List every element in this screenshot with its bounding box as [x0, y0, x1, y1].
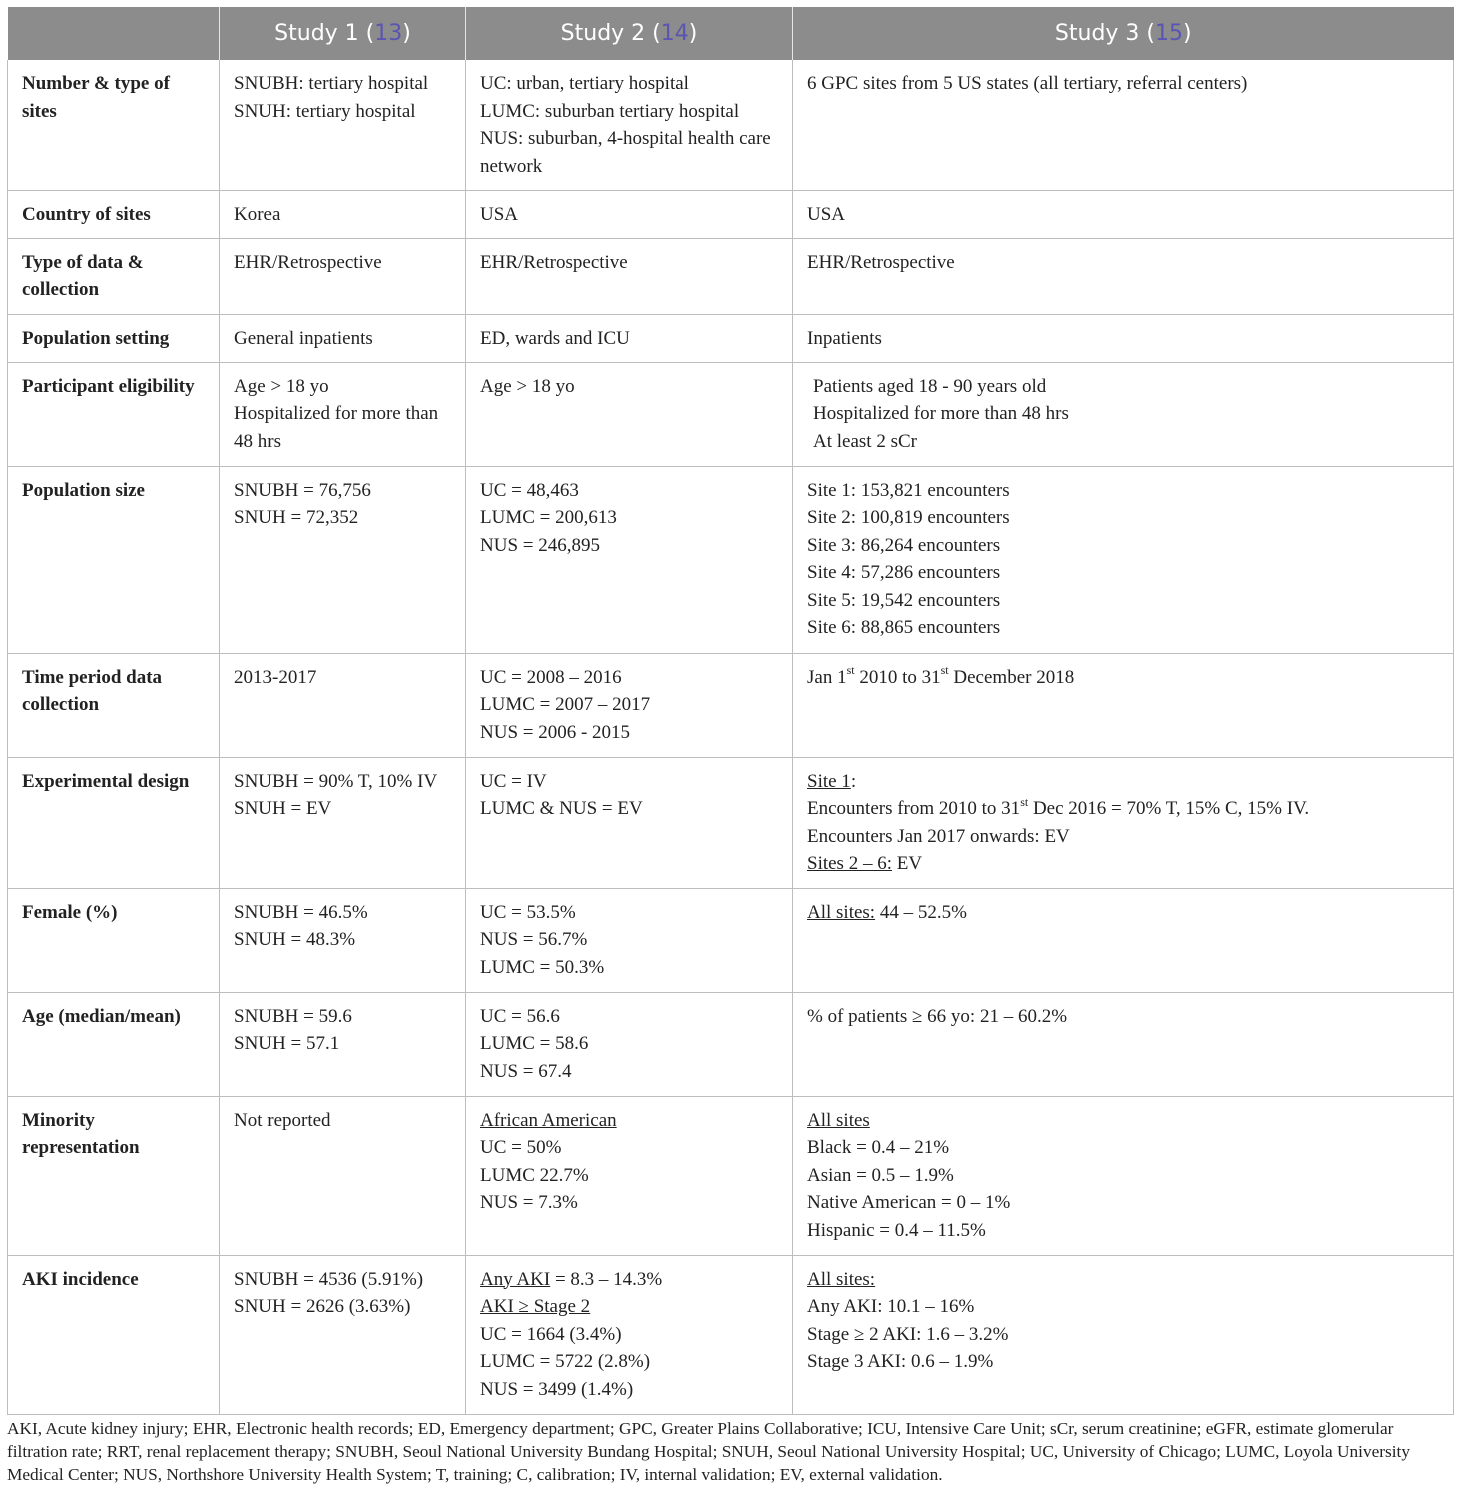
table-cell: EHR/Retrospective — [220, 238, 466, 314]
row-label: Time period data collection — [8, 653, 220, 757]
row-label: Participant eligibility — [8, 362, 220, 466]
table-row — [8, 362, 1454, 466]
table-row — [8, 190, 1454, 238]
table-cell: Korea — [220, 190, 466, 238]
table-row — [8, 888, 1454, 992]
table-cell: SNUBH = 4536 (5.91%) SNUH = 2626 (3.63%) — [220, 1255, 466, 1414]
table-cell: Inpatients — [793, 314, 1454, 362]
table-cell: All sites: Any AKI: 10.1 – 16% Stage ≥ 2 AKI: 1.6 – 3.2% Stage 3 AKI: 0.6 – 1.9% — [793, 1255, 1454, 1414]
table-cell: USA — [466, 190, 793, 238]
row-label: Number & type of sites — [8, 60, 220, 190]
table-cell: Not reported — [220, 1096, 466, 1255]
table-row — [8, 60, 1454, 190]
row-label: Population setting — [8, 314, 220, 362]
table-cell: USA — [793, 190, 1454, 238]
table-cell: SNUBH = 76,756 SNUH = 72,352 — [220, 466, 466, 653]
table-cell: UC = IV LUMC & NUS = EV — [466, 757, 793, 888]
table-cell: Age > 18 yo — [466, 362, 793, 466]
table-row — [8, 992, 1454, 1096]
row-label: Minority representation — [8, 1096, 220, 1255]
table-cell: UC = 48,463 LUMC = 200,613 NUS = 246,895 — [466, 466, 793, 653]
header-study-1: Study 1 (13) — [220, 7, 466, 60]
row-label: Population size — [8, 466, 220, 653]
table-cell: African American UC = 50% LUMC 22.7% NUS = 7.3% — [466, 1096, 793, 1255]
table-cell: Age > 18 yo Hospitalized for more than 48 hrs — [220, 362, 466, 466]
table-cell: Site 1: 153,821 encounters Site 2: 100,819 encounters Site 3: 86,264 encounters Site 4: 57,286 encounters Site 5: 19,542 encounters Site 6: 88,865 encounters — [793, 466, 1454, 653]
table-cell: All sites Black = 0.4 – 21% Asian = 0.5 – 1.9% Native American = 0 – 1% Hispanic = 0.4 – 11.5% — [793, 1096, 1454, 1255]
table-cell: EHR/Retrospective — [793, 238, 1454, 314]
table-cell: % of patients ≥ 66 yo: 21 – 60.2% — [793, 992, 1454, 1096]
table-cell: Patients aged 18 - 90 years old Hospitalized for more than 48 hrs At least 2 sCr — [793, 362, 1454, 466]
ref-link-15[interactable]: 15 — [1155, 21, 1183, 46]
table-row — [8, 653, 1454, 757]
table-cell: UC = 2008 – 2016 LUMC = 2007 – 2017 NUS = 2006 - 2015 — [466, 653, 793, 757]
table-cell: 2013-2017 — [220, 653, 466, 757]
table-row — [8, 1255, 1454, 1414]
row-label: Country of sites — [8, 190, 220, 238]
table-cell: UC = 53.5% NUS = 56.7% LUMC = 50.3% — [466, 888, 793, 992]
table-row — [8, 314, 1454, 362]
table-row — [8, 757, 1454, 888]
header-study-3: Study 3 (15) — [793, 7, 1454, 60]
table-cell: EHR/Retrospective — [466, 238, 793, 314]
table-footnote: AKI, Acute kidney injury; EHR, Electronic health records; ED, Emergency department; GPC, Greater Plains Collaborative; ICU, Intensive Care Unit; sCr, serum creatinine; eGFR, estimate glomerular filtration rate; RRT, renal replacement therapy; SNUBH, Seoul National University Bundang Hospital; SNUH, Seoul National University Hospital; UC, University of Chicago; LUMC, Loyola University Medical Center; NUS, Northshore University Health System; T, training; C, calibration; IV, internal validation; EV, external validation. — [7, 1419, 1410, 1484]
row-label: AKI incidence — [8, 1255, 220, 1414]
table-cell: UC = 56.6 LUMC = 58.6 NUS = 67.4 — [466, 992, 793, 1096]
table-cell: 6 GPC sites from 5 US states (all tertiary, referral centers) — [793, 60, 1454, 190]
row-label: Female (%) — [8, 888, 220, 992]
comparison-table-container — [7, 7, 1453, 1415]
table-cell: UC: urban, tertiary hospital LUMC: suburban tertiary hospital NUS: suburban, 4-hospital health care network — [466, 60, 793, 190]
table-cell: SNUBH = 59.6 SNUH = 57.1 — [220, 992, 466, 1096]
table-cell: SNUBH = 90% T, 10% IV SNUH = EV — [220, 757, 466, 888]
table-cell: Site 1: Encounters from 2010 to 31st Dec 2016 = 70% T, 15% C, 15% IV. Encounters Jan 2017 onwards: EV Sites 2 – 6: EV — [793, 757, 1454, 888]
table-row — [8, 238, 1454, 314]
header-study-2: Study 2 (14) — [466, 7, 793, 60]
table-cell: General inpatients — [220, 314, 466, 362]
table-row — [8, 1096, 1454, 1255]
ref-link-13[interactable]: 13 — [374, 21, 403, 46]
table-cell: All sites: 44 – 52.5% — [793, 888, 1454, 992]
header-empty — [8, 7, 220, 60]
table-cell: SNUBH: tertiary hospital SNUH: tertiary hospital — [220, 60, 466, 190]
row-label: Age (median/mean) — [8, 992, 220, 1096]
table-cell: Jan 1st 2010 to 31st December 2018 — [793, 653, 1454, 757]
ref-link-14[interactable]: 14 — [660, 21, 689, 46]
row-label: Type of data & collection — [8, 238, 220, 314]
table-cell: SNUBH = 46.5% SNUH = 48.3% — [220, 888, 466, 992]
header-row — [8, 7, 1454, 60]
table-cell: ED, wards and ICU — [466, 314, 793, 362]
comparison-table — [7, 7, 1454, 1415]
table-row — [8, 466, 1454, 653]
table-cell: Any AKI = 8.3 – 14.3% AKI ≥ Stage 2 UC = 1664 (3.4%) LUMC = 5722 (2.8%) NUS = 3499 (1.4%) — [466, 1255, 793, 1414]
row-label: Experimental design — [8, 757, 220, 888]
